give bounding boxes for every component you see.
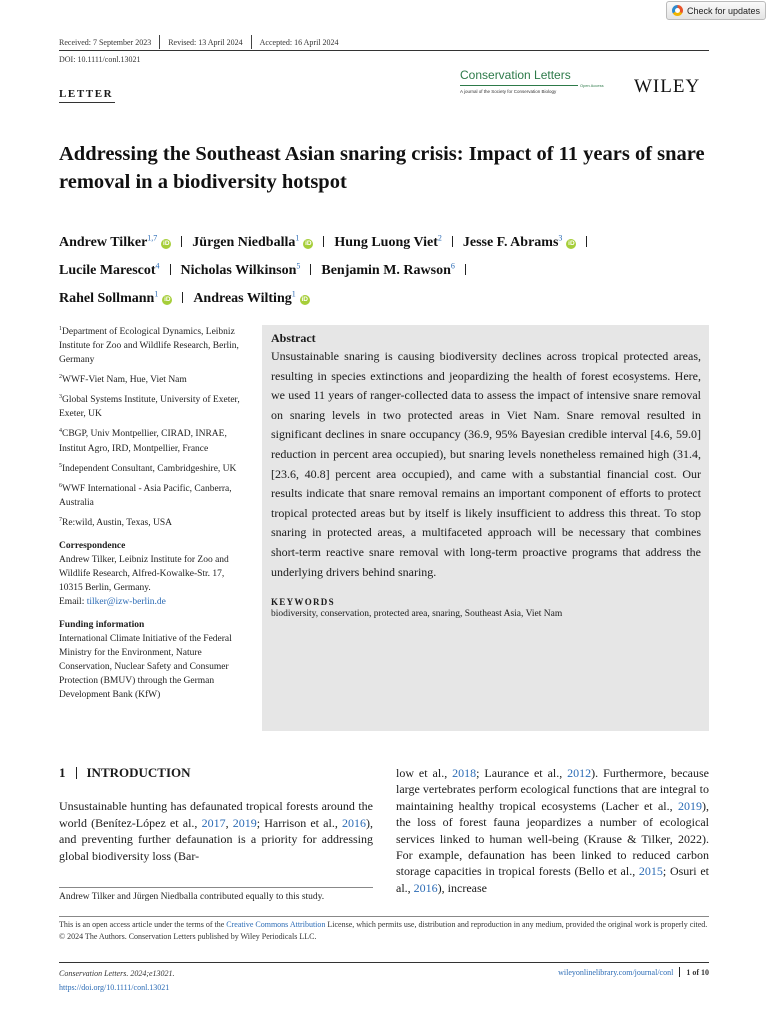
funding-heading: Funding information xyxy=(59,620,145,631)
footer-citation: Conservation Letters. 2024;e13021. https://doi.org/10.1111/conl.13021 xyxy=(59,969,175,992)
citation-link[interactable]: 2016 xyxy=(341,815,366,830)
journal-url-link[interactable]: wileyonlinelibrary.com/journal/conl xyxy=(558,967,674,977)
license-link[interactable]: Creative Commons Attribution xyxy=(226,920,326,929)
divider xyxy=(76,767,77,779)
author[interactable]: Jesse F. Abrams$^3$iD xyxy=(462,233,575,250)
publisher-logo: WILEY xyxy=(634,76,701,97)
article-dates xyxy=(59,35,339,49)
footnote: Andrew Tilker and Jürgen Niedballa contributed equally to this study. xyxy=(59,892,325,902)
author-list xyxy=(59,226,719,310)
keywords: biodiversity, conservation, protected area, snaring, Southeast Asia, Viet Nam xyxy=(271,609,563,620)
author[interactable]: Benjamin M. Rawson$^6$ xyxy=(321,261,455,278)
author[interactable]: Rahel Sollmann$^1$iD xyxy=(59,289,171,306)
article-title: Addressing the Southeast Asian snaring crisis: Impact of 11 years of snare removal in a biodiversity hotspot xyxy=(59,143,705,193)
body-column-right: low et al., 2018; Laurance et al., 2012). Furthermore, because large vertebrates perform ecological functions that are integral to maintaining healthy tropical ecosystems (Lacher et al., 2019), the loss of forest fauna jeopardizes a number of ecological services linked to human well-being (Krause & Tilker, 2022). For example, defaunation has been linked to reduced carbon storage capacities in tropical forests (Bello et al., 2015; Osuri et al., 2016), increase xyxy=(396,766,709,895)
license-notice: This is an open access article under the terms of the Creative Commons Attribution License, which permits use, distribution and reproduction in any medium, provided the original work is properly cited. © 2024 The Authors. Conservation Letters published by Wiley Periodicals LLC. xyxy=(59,920,708,941)
citation-link[interactable]: 2019 xyxy=(678,798,702,813)
check-for-updates-label: Check for updates xyxy=(687,5,761,16)
body-column-left: Unsustainable hunting has defaunated tropical forests around the world (Benítez-López et al., 2017, 2019; Harrison et al., 2016), and preventing further defaunation is a priority for addressing global biodiversity loss (Bar- xyxy=(59,799,373,863)
funding-text: International Climate Initiative of the Federal Ministry for the Environment, Nature Conservation, Nuclear Safety and Consumer Protection (BMUV) through the German Development Bank (KfW) xyxy=(59,634,232,701)
abstract-heading: Abstract xyxy=(271,331,316,345)
received-date: Received: 7 September 2023 xyxy=(59,37,152,47)
section-title: INTRODUCTION xyxy=(86,765,191,780)
footer-right xyxy=(558,967,709,977)
divider xyxy=(159,35,160,49)
affiliation: $^6$WWF International - Asia Pacific, Canberra, Australia xyxy=(59,482,232,508)
abstract-text: Unsustainable snaring is causing biodiversity declines across tropical protected areas, resulting in species extinctions and jeopardizing the health of forest ecosystems. Here, we used 11 years of ranger-collected data to assess the impact of intensive snare removal on snaring levels in two protected areas in Viet Nam. Snare removal resulted in significant declines in snare occupancy (36.9, 95% Bayesian credible interval [4.6, 59.0] reduction in percent area occupied), but snaring levels nonetheless remained high (31.4, [23.6, 40.8] percent area occupied), and came with a substantial financial cost. Our results indicate that snare removal remains an important component of efforts to protect tropical protected areas but by itself is likely insufficient to address this threat. To stop snaring in protected areas, a multifaceted approach will be necessary that combines short-term reactive snare removal with long-term proactive programs that address the underlying drivers behind snaring. xyxy=(271,349,701,579)
correspondence-text: Andrew Tilker, Leibniz Institute for Zoo and Wildlife Research, Alfred-Kowalke-Str. 17, 10315 Berlin, Germany. Email: tilker@izw-berlin.de xyxy=(59,555,229,608)
footnote-rule xyxy=(59,887,373,888)
crossmark-icon xyxy=(672,5,683,16)
affiliation: $^7$Re:wild, Austin, Texas, USA xyxy=(59,516,172,529)
copyright: © 2024 The Authors. Conservation Letters published by Wiley Periodicals LLC. xyxy=(59,931,317,941)
citation-link[interactable]: 2016 xyxy=(413,880,438,895)
doi-link[interactable]: https://doi.org/10.1111/conl.13021 xyxy=(59,983,170,992)
page-number: 1 of 10 xyxy=(686,967,709,977)
citation-link[interactable]: 2015 xyxy=(638,864,663,879)
orcid-icon[interactable]: iD xyxy=(568,239,575,247)
citation-link[interactable]: 2017 xyxy=(201,815,226,830)
abstract-box xyxy=(262,325,709,731)
open-access-label: Open Access xyxy=(580,83,604,88)
orcid-icon[interactable]: iD xyxy=(163,239,170,247)
keywords-heading: KEYWORDS xyxy=(271,597,335,608)
affiliation: $^5$Independent Consultant, Cambridgeshire, UK xyxy=(59,462,237,474)
citation-link[interactable]: 2018 xyxy=(452,766,477,780)
citation-link[interactable]: 2012 xyxy=(567,766,592,780)
footer-rule xyxy=(59,962,709,963)
license-rule xyxy=(59,916,709,917)
author[interactable]: Jürgen Niedballa$^1$iD xyxy=(192,233,312,250)
orcid-icon[interactable]: iD xyxy=(305,239,312,247)
author[interactable]: Andreas Wilting$^1$iD xyxy=(193,289,308,306)
affiliation: $^1$Department of Ecological Dynamics, Leibniz Institute for Zoo and Wildlife Research, Berlin, Germany xyxy=(59,326,239,366)
affiliation: $^3$Global Systems Institute, University of Exeter, Exeter, UK xyxy=(59,394,240,420)
journal-name: Conservation Letters xyxy=(460,68,571,82)
author[interactable]: Hung Luong Viet$^2$ xyxy=(334,233,442,250)
orcid-icon[interactable]: iD xyxy=(301,295,308,303)
header-rule xyxy=(59,50,709,51)
check-for-updates-button[interactable] xyxy=(666,1,766,20)
section-number: 1 xyxy=(59,765,66,780)
orcid-icon[interactable]: iD xyxy=(164,295,171,303)
author[interactable]: Lucile Marescot$^4$ xyxy=(59,261,160,278)
revised-date: Revised: 13 April 2024 xyxy=(168,37,243,47)
doi: DOI: 10.1111/conl.13021 xyxy=(59,55,141,64)
logo-rule xyxy=(460,85,578,86)
article-type-rule xyxy=(59,102,115,103)
article-type: LETTER xyxy=(59,88,114,100)
divider xyxy=(679,967,680,977)
journal-subtitle: A journal of the Society for Conservation Biology xyxy=(460,89,557,94)
section-heading xyxy=(59,765,191,781)
affiliation: $^4$CBGP, Univ Montpellier, CIRAD, INRAE, Institut Agro, IRD, Montpellier, France xyxy=(59,428,227,454)
affiliation: $^2$WWF-Viet Nam, Hue, Viet Nam xyxy=(59,374,187,386)
author[interactable]: Nicholas Wilkinson$^5$ xyxy=(180,261,301,278)
accepted-date: Accepted: 16 April 2024 xyxy=(259,37,339,47)
divider xyxy=(251,35,252,49)
author[interactable]: Andrew Tilker$^{1,7}$iD xyxy=(59,233,170,250)
journal-logo xyxy=(460,68,630,94)
email-link[interactable]: tilker@izw-berlin.de xyxy=(86,597,166,608)
citation-link[interactable]: 2019 xyxy=(232,815,257,830)
correspondence-heading: Correspondence xyxy=(59,541,126,552)
affiliations-column xyxy=(59,322,245,702)
